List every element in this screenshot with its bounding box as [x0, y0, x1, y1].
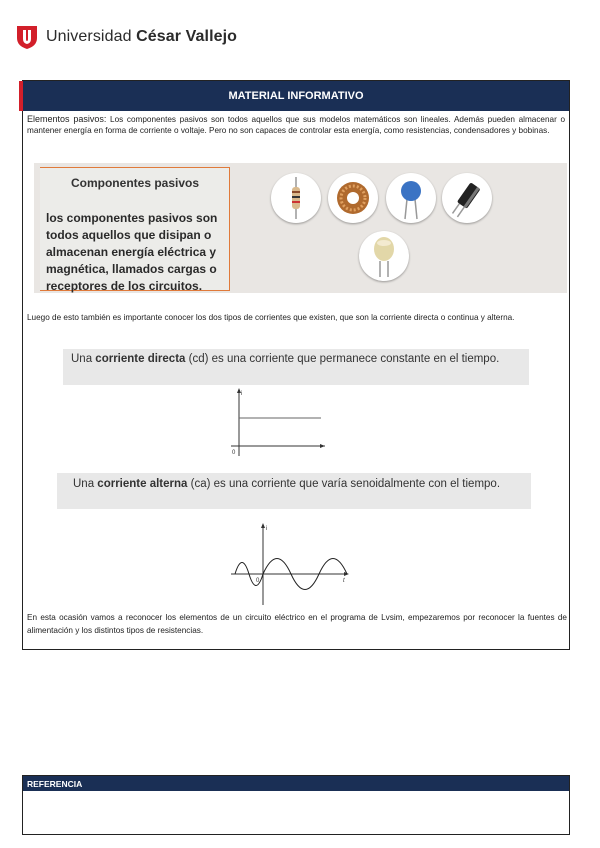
trimmer-capacitor-icon: [359, 231, 409, 281]
material-informativo-section: [22, 80, 570, 650]
dc-current-graph: [227, 386, 327, 458]
banner-text-box: [40, 167, 230, 291]
ac-axis-t: t: [343, 578, 345, 584]
dc-axis-zero: 0: [232, 450, 236, 456]
electrolytic-capacitor-icon: [442, 173, 492, 223]
currents-paragraph: Luego de esto también es importante conocer los dos tipos de corrientes que existen, que son la corriente directa o continua y alterna.: [27, 313, 515, 322]
reference-title: REFERENCIA: [23, 776, 569, 791]
closing-paragraph: En esta ocasión vamos a reconocer los elementos de un circuito eléctrico en el programa de Lvsim, empezaremos por reconocer la fuentes de alimentación y los distintos tipos de resistencias.: [27, 613, 567, 635]
ac-current-graph: [229, 521, 353, 605]
university-name: Universidad César Vallejo: [46, 28, 238, 45]
ac-axis-zero: 0: [256, 578, 260, 584]
university-shield-icon: [16, 24, 38, 50]
inductor-coil-icon: [328, 173, 378, 223]
ac-definition-box: Una corriente alterna (ca) es una corriente que varía senoidalmente con el tiempo.: [57, 473, 531, 509]
reference-section: [22, 775, 570, 835]
passive-elements-paragraph: Elementos pasivos: Los componentes pasivos son todos aquellos que sus modelos matemáticos son lineales. Además pueden almacenar o mantener energía en forma de corriente o voltaje. Pero no son capaces de controlar esta energía, como resistencias, condensadores y bobinas.: [27, 114, 565, 135]
banner-title: Componentes pasivos: [70, 176, 200, 190]
section-title: MATERIAL INFORMATIVO: [19, 81, 569, 111]
ceramic-capacitor-icon: [386, 173, 436, 223]
passive-components-banner: [34, 163, 567, 293]
banner-body: los componentes pasivos son todos aquellos que disipan o almacenan energía eléctrica y magnética, llamados cargas o receptores de los circuitos.: [46, 211, 218, 293]
dc-definition-box: Una corriente directa (cd) es una corriente que permanece constante en el tiempo.: [63, 349, 529, 385]
resistor-icon: [271, 173, 321, 223]
dc-axis-i: i: [241, 391, 243, 397]
ac-axis-i: i: [266, 526, 268, 532]
university-logo: [16, 24, 237, 50]
